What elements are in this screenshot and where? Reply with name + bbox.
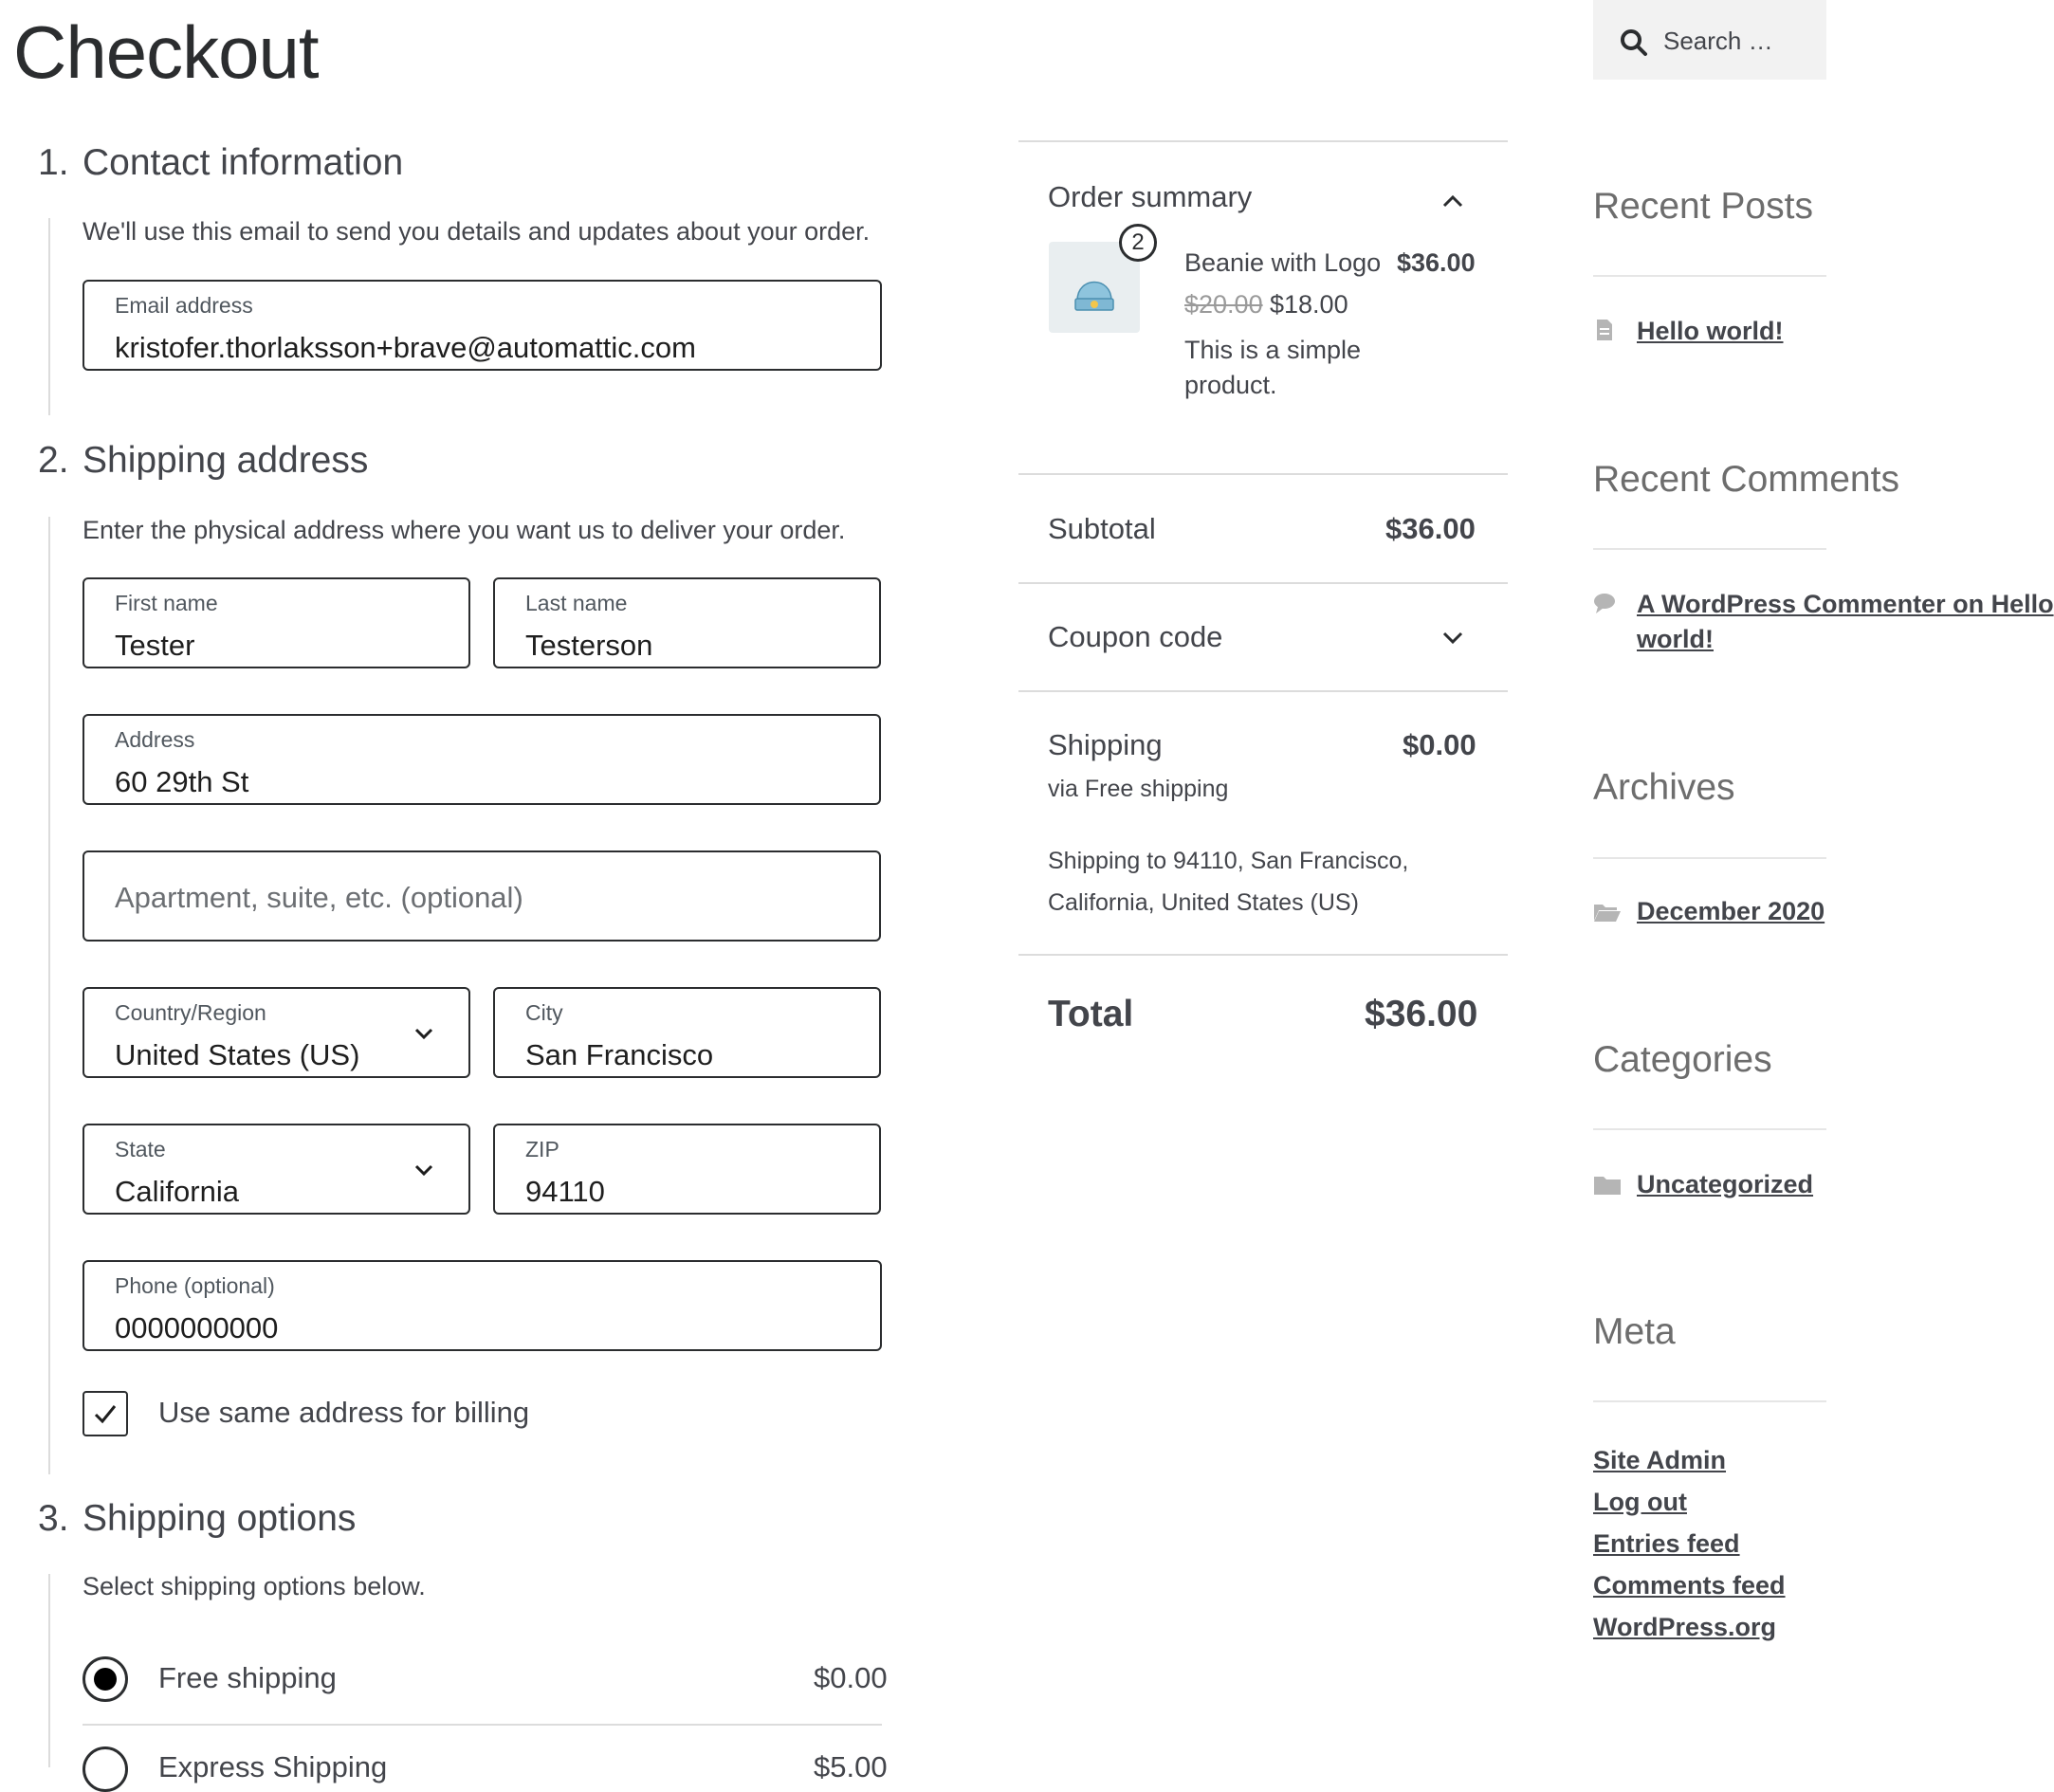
options-divider	[83, 1724, 882, 1726]
subtotal-label: Subtotal	[1048, 512, 1156, 545]
sidebar-divider	[1593, 275, 1826, 277]
country-label: Country/Region	[115, 1000, 266, 1025]
step-2-line	[48, 517, 50, 1474]
phone-field[interactable]	[83, 1260, 882, 1351]
step-1-description: We'll use this email to send you details and updates about your order.	[83, 217, 871, 246]
city-label: City	[525, 1000, 563, 1025]
email-value[interactable]: kristofer.thorlaksson+brave@automattic.com	[115, 331, 696, 364]
archives-title: Archives	[1593, 767, 1735, 808]
summary-top-divider	[1018, 140, 1508, 142]
step-1-number: 1.	[38, 142, 69, 183]
first-name-label: First name	[115, 591, 218, 615]
last-name-label: Last name	[525, 591, 628, 615]
free-shipping-price: $0.00	[814, 1661, 888, 1694]
total-label: Total	[1048, 994, 1134, 1034]
free-shipping-radio[interactable]	[83, 1656, 128, 1702]
summary-divider	[1018, 473, 1508, 475]
folder-open-icon	[1593, 901, 1622, 923]
meta-link-site-admin[interactable]: Site Admin	[1593, 1446, 1727, 1474]
search-placeholder[interactable]: Search …	[1663, 27, 1773, 55]
chevron-down-icon[interactable]	[1441, 626, 1464, 649]
page-title: Checkout	[13, 10, 319, 94]
product-description-line2: product.	[1184, 371, 1277, 399]
folder-icon	[1593, 1174, 1622, 1197]
subtotal-value: $36.00	[1385, 512, 1476, 545]
step-2-description: Enter the physical address where you want us to deliver your order.	[83, 516, 846, 544]
apartment-field[interactable]	[83, 850, 881, 942]
state-label: State	[115, 1137, 166, 1161]
zip-label: ZIP	[525, 1137, 559, 1161]
categories-title: Categories	[1593, 1039, 1772, 1080]
address-label: Address	[115, 727, 195, 752]
product-regular-price: $20.00	[1184, 290, 1263, 319]
step-1-line	[48, 218, 50, 415]
summary-divider	[1018, 582, 1508, 584]
sidebar-divider	[1593, 1128, 1826, 1130]
recent-post-link[interactable]: Hello world!	[1637, 317, 1784, 345]
address-field[interactable]	[83, 714, 881, 805]
search-field[interactable]	[1593, 0, 1826, 80]
apartment-placeholder[interactable]: Apartment, suite, etc. (optional)	[115, 881, 523, 914]
shipping-method: via Free shipping	[1048, 776, 1229, 802]
meta-link-log-out[interactable]: Log out	[1593, 1488, 1687, 1516]
product-description-line1: This is a simple	[1184, 336, 1362, 364]
step-3-number: 3.	[38, 1498, 69, 1539]
meta-link-entries-feed[interactable]: Entries feed	[1593, 1529, 1740, 1558]
first-name-field[interactable]	[83, 577, 470, 668]
step-3-line	[48, 1574, 50, 1767]
chevron-down-icon	[413, 1023, 434, 1044]
email-field[interactable]	[83, 280, 882, 371]
zip-value[interactable]: 94110	[525, 1175, 605, 1208]
sidebar-divider	[1593, 857, 1826, 859]
express-shipping-price: $5.00	[814, 1750, 888, 1783]
document-icon	[1593, 319, 1616, 341]
chevron-down-icon	[413, 1160, 434, 1180]
product-sale-price: $18.00	[1270, 290, 1348, 319]
meta-link-wordpress-org[interactable]: WordPress.org	[1593, 1613, 1777, 1641]
recent-comment-link-line2[interactable]: world!	[1637, 625, 1714, 653]
step-3-description: Select shipping options below.	[83, 1572, 426, 1600]
recent-comment-link-line1[interactable]: A WordPress Commenter on Hello	[1637, 590, 2054, 618]
meta-link-comments-feed[interactable]: Comments feed	[1593, 1571, 1786, 1600]
step-2-number: 2.	[38, 440, 69, 481]
search-icon	[1620, 28, 1648, 57]
state-value[interactable]: California	[115, 1175, 239, 1208]
step-3-title: Shipping options	[83, 1498, 357, 1539]
country-value[interactable]: United States (US)	[115, 1038, 360, 1071]
shipping-destination-line1: Shipping to 94110, San Francisco,	[1048, 848, 1409, 874]
last-name-field[interactable]	[493, 577, 881, 668]
sidebar-divider	[1593, 548, 1826, 550]
product-total: $36.00	[1397, 248, 1476, 277]
express-shipping-radio[interactable]	[83, 1746, 128, 1792]
summary-divider	[1018, 690, 1508, 692]
coupon-toggle[interactable]: Coupon code	[1048, 620, 1223, 653]
recent-comments-title: Recent Comments	[1593, 459, 1899, 500]
country-select[interactable]	[83, 987, 470, 1078]
last-name-value[interactable]: Testerson	[525, 629, 653, 662]
recent-posts-title: Recent Posts	[1593, 186, 1813, 227]
total-value: $36.00	[1365, 994, 1478, 1034]
shipping-destination-line2: California, United States (US)	[1048, 889, 1359, 916]
express-shipping-label[interactable]: Express Shipping	[158, 1750, 388, 1783]
billing-checkbox-label[interactable]: Use same address for billing	[158, 1396, 530, 1429]
city-field[interactable]	[493, 987, 881, 1078]
state-select[interactable]	[83, 1124, 470, 1215]
phone-value[interactable]: 0000000000	[115, 1311, 279, 1344]
address-value[interactable]: 60 29th St	[115, 765, 249, 798]
meta-title: Meta	[1593, 1311, 1676, 1352]
summary-divider	[1018, 954, 1508, 956]
quantity-badge: 2	[1119, 224, 1157, 262]
email-label: Email address	[115, 293, 253, 318]
radio-selected-dot	[94, 1668, 117, 1691]
step-1-title: Contact information	[83, 142, 404, 183]
sidebar-divider	[1593, 1400, 1826, 1402]
billing-checkbox[interactable]	[83, 1391, 128, 1436]
city-value[interactable]: San Francisco	[525, 1038, 714, 1071]
category-link[interactable]: Uncategorized	[1637, 1170, 1814, 1198]
phone-label: Phone (optional)	[115, 1273, 275, 1298]
shipping-value: $0.00	[1403, 728, 1476, 761]
zip-field[interactable]	[493, 1124, 881, 1215]
shipping-label: Shipping	[1048, 728, 1163, 761]
checkmark-icon	[84, 1393, 126, 1435]
step-2-title: Shipping address	[83, 440, 369, 481]
product-name: Beanie with Logo	[1184, 248, 1382, 277]
order-summary-title[interactable]: Order summary	[1048, 180, 1253, 213]
free-shipping-label[interactable]: Free shipping	[158, 1661, 337, 1694]
archive-link[interactable]: December 2020	[1637, 897, 1825, 925]
comment-icon	[1593, 592, 1616, 614]
first-name-value[interactable]: Tester	[115, 629, 195, 662]
chevron-up-icon[interactable]	[1441, 190, 1464, 212]
